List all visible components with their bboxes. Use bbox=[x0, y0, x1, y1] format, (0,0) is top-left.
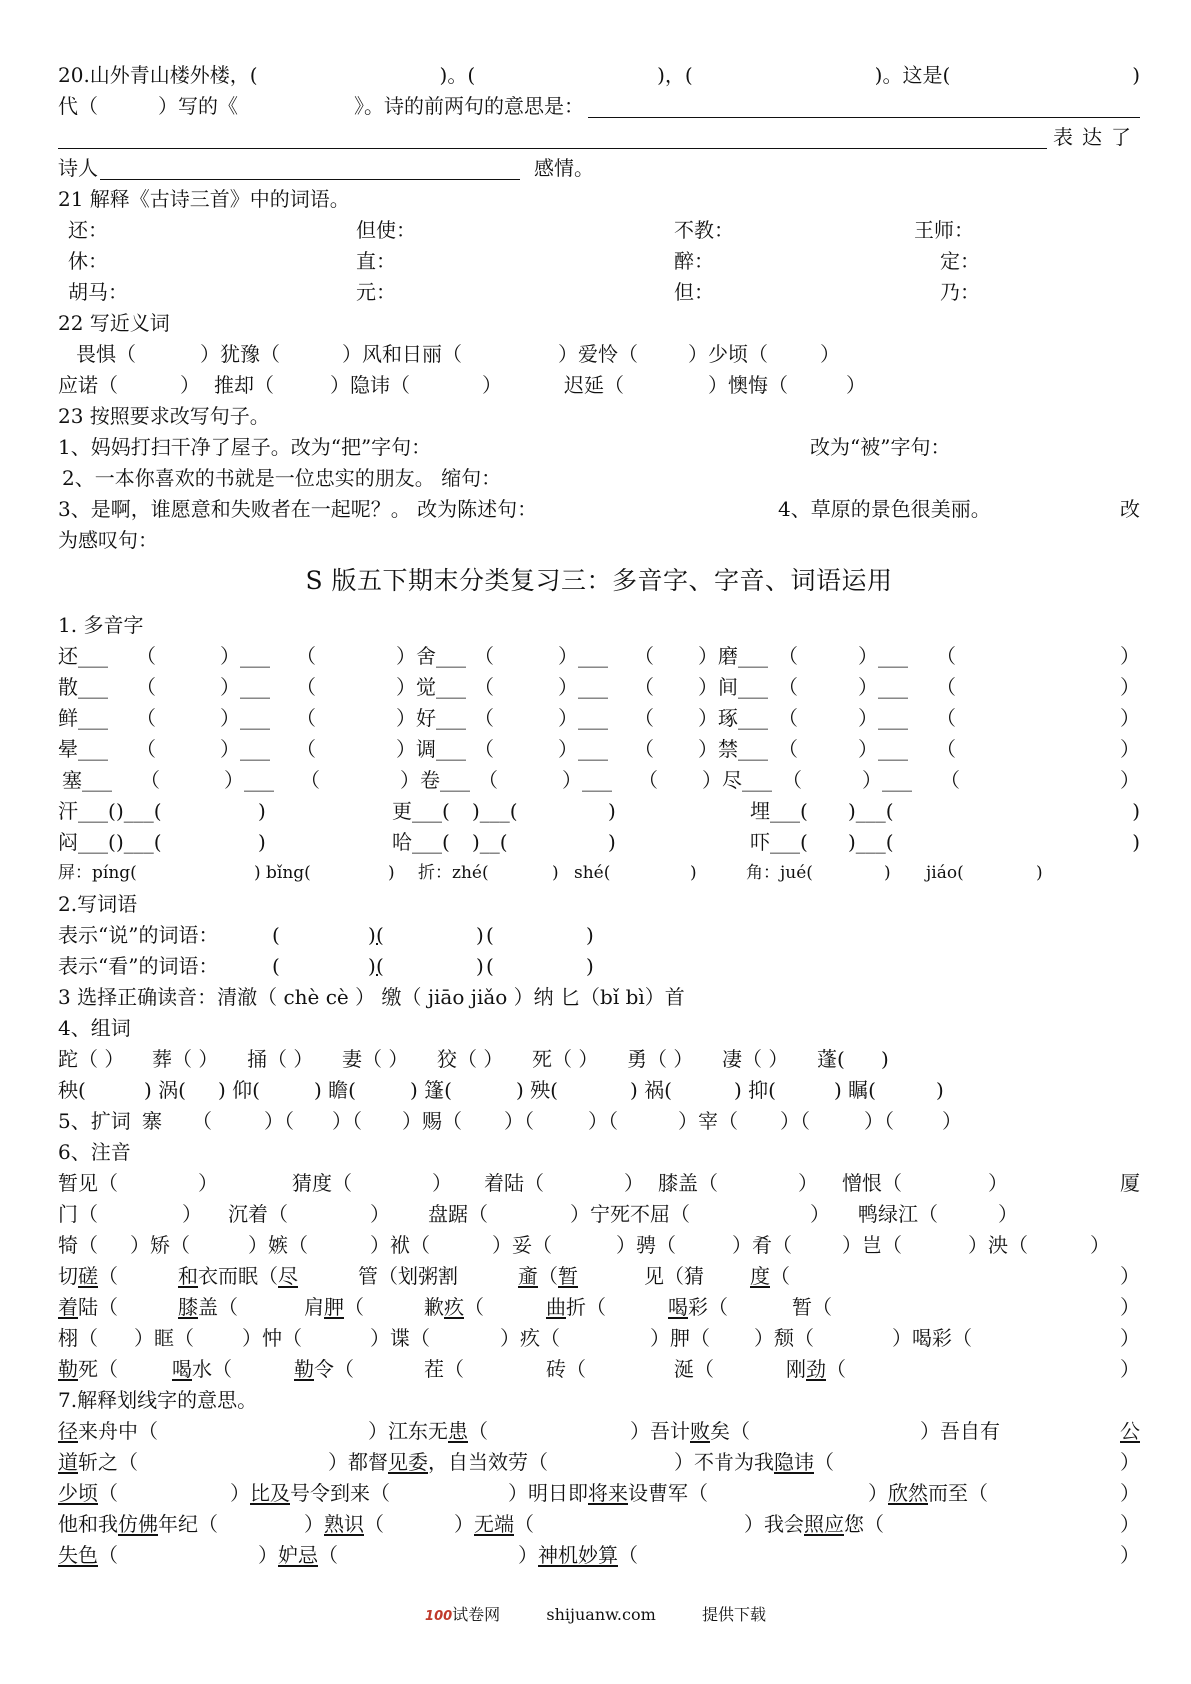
p6-title: 6、注音 bbox=[58, 1140, 131, 1164]
polyphone-row: 散___ （ ）___ （ ）觉___ （ ）___ （ ）间___ （ ）___ （ ） bbox=[58, 675, 1140, 699]
p4-title: 4、组词 bbox=[58, 1016, 131, 1040]
site-url[interactable]: shijuanw.com bbox=[546, 1605, 656, 1624]
page-footer: 100试卷网 shijuanw.com 提供下载 bbox=[425, 1605, 766, 1624]
p2-say-row: 表示“说”的词语： ( ) ( ) ( ) bbox=[58, 923, 594, 947]
site-logo: 100 bbox=[425, 1609, 453, 1624]
pinyin-row: 屏：píng( ) bǐng( ) 折：zhé( ) shé( ) 角：jué( ) jiáo( ) bbox=[58, 863, 1043, 883]
p1-title: 1. 多音字 bbox=[58, 613, 144, 637]
q23-title: 23 按照要求改写句子。 bbox=[58, 404, 270, 428]
q23-sentence-1: 1、妈妈打扫干净了屋子。改为“把”字句： 改为“被”字句： bbox=[58, 435, 951, 459]
p2-title: 2.写词语 bbox=[58, 892, 138, 916]
q22-row-1: 畏惧（ ）犹豫（ ）风和日丽（ ）爱怜（ ）少顷（ ） bbox=[76, 342, 840, 366]
p3-line: 3 选择正确读音：清澈（ chè cè ） 缴（ jiāo jiǎo ）纳 匕（bǐ bì）首 bbox=[58, 985, 685, 1009]
polyphone-row: 塞___ （ ）___ （ ）卷___ （ ）___ （ ）尽___ （ ）___ （ ） bbox=[62, 768, 1140, 792]
p4-row-2: 秧( ) 涡( ) 仰( ) 瞻( ) 篷( ) 殃( ) 祸( ) 抑( ) 瞩( ) bbox=[58, 1078, 944, 1102]
q21-row: 休： 直： 醉： 定： bbox=[68, 249, 980, 273]
q21-row: 还： 但使： 不教： 王师： bbox=[68, 218, 974, 242]
q21-title: 21 解释《古诗三首》中的词语。 bbox=[58, 187, 350, 211]
polyphone-row: 汗___( )___( ) 更___( )___( ) 埋___( )___( ) bbox=[58, 799, 1140, 823]
p7-title: 7.解释划线字的意思。 bbox=[58, 1388, 258, 1412]
q20-line-3: 表达了 bbox=[58, 118, 1140, 149]
p7-row-4: 他和我 仿佛 年纪（ ） 熟识 （ ） 无端 （ ）我会 照应 您（ ） bbox=[58, 1512, 1140, 1536]
p6-row-4: 切 磋 （ 和 衣而眠（ 尽 管（ 划粥割 齑 （ 暂 见（ 猜 度 （ ） bbox=[58, 1264, 1140, 1288]
polyphone-row: 晕___ （ ）___ （ ）调___ （ ）___ （ ）禁___ （ ）___ （ ） bbox=[58, 737, 1140, 761]
answer-blank[interactable] bbox=[100, 157, 520, 180]
polyphone-row: 鲜___ （ ）___ （ ）好___ （ ）___ （ ）琢___ （ ）___ （ ） bbox=[58, 706, 1140, 730]
polyphone-row: 还___ （ ）___ （ ）舍___ （ ）___ （ ）磨___ （ ）___ （ ） bbox=[58, 644, 1140, 668]
q22-title: 22 写近义词 bbox=[58, 311, 170, 335]
q23-sentence-2: 2、一本你喜欢的书就是一位忠实的朋友。 缩句： bbox=[62, 466, 502, 490]
q21-row: 胡马： 元： 但： 乃： bbox=[68, 280, 980, 304]
p6-row-5: 着 陆（ 膝 盖（ 肩 胛 （ 歉 疚 （ 曲 折（ 喝 彩（ 暂（ ） bbox=[58, 1295, 1140, 1319]
q23-sentence-3: 3、是啊，谁愿意和失败者在一起呢？。 改为陈述句： 4、草原的景色很美丽。 改 bbox=[58, 497, 1140, 521]
p7-row-3: 少顷 （ ） 比及 号令到来（ ）明日即 将来 设曹军（ ） 欣然 而至（ ） bbox=[58, 1481, 1140, 1505]
worksheet-page bbox=[58, 56, 1140, 1567]
p6-row-3: 犄（ ）矫（ ）嫉（ ）袱（ ）妥（ ）骋（ ）肴（ ）岂（ ）泱（ ） bbox=[58, 1233, 1110, 1257]
q20-line-1: 20.山外青山楼外楼，( )。( )，( )。这是( ) bbox=[58, 63, 1140, 87]
q20-line-4: 诗人 感情。 bbox=[58, 156, 594, 180]
p6-row-2: 门（ ） 沉着（ ） 盘踞（ ）宁死不屈（ ） 鸭绿江（ ） bbox=[58, 1202, 1018, 1226]
p6-row-6: 栩（ ）眶（ ）忡（ ）谍（ ）疚（ ）胛（ ）颓（ ）喝彩（ ） bbox=[58, 1326, 1140, 1350]
answer-blank[interactable] bbox=[58, 126, 1047, 149]
section-title: S 版五下期末分类复习三：多音字、字音、词语运用 bbox=[305, 566, 893, 595]
p7-row-5: 失色 （ ） 妒忌 （ ） 神机妙算 （ ） bbox=[58, 1543, 1140, 1567]
p7-row-2: 道 斩之（ ）都督 见委 ，自当效劳（ ）不肯为我 隐讳 （ ） bbox=[58, 1450, 1140, 1474]
p4-row-1: 跎（ ） 葬（ ） 捅（ ） 妻（ ） 狡（ ） 死（ ） 勇（ ） 凄（ ） 蓬( ) bbox=[58, 1047, 889, 1071]
q22-row-2: 应诺（ ） 推却（ ）隐讳（ ） 迟延（ ）懊悔（ ） bbox=[58, 373, 866, 397]
polyphone-row: 闷___( )___( ) 哈___( )__( ) 吓___( )___( ) bbox=[58, 830, 1140, 854]
p6-row-1: 暂见（ ） 猜度（ ） 着陆（ ） 膝盖（ ） 憎恨（ ） 厦 bbox=[58, 1171, 1140, 1195]
p7-row-1: 径 来舟中（ ）江东无 患 （ ）吾计 败 矣（ ）吾自有 公 bbox=[58, 1419, 1140, 1443]
p2-look-row: 表示“看”的词语： ( ) ( ) ( ) bbox=[58, 954, 594, 978]
q23-sentence-4: 为感叹句： bbox=[58, 528, 158, 552]
q20-line-2: 代（ ）写的《 》。诗的前两句的意思是： bbox=[58, 87, 1140, 118]
p5-line: 5、扩词 寨 （ ）（ ）（ ）赐（ ）（ ）（ ）宰（ ）（ ）（ ） bbox=[58, 1109, 962, 1133]
p6-row-7: 勒 死（ 喝 水（ 勒 令（ 茬（ 砖（ 涎（ 刚 劲 （ ） bbox=[58, 1357, 1140, 1381]
answer-blank[interactable] bbox=[588, 95, 1140, 118]
